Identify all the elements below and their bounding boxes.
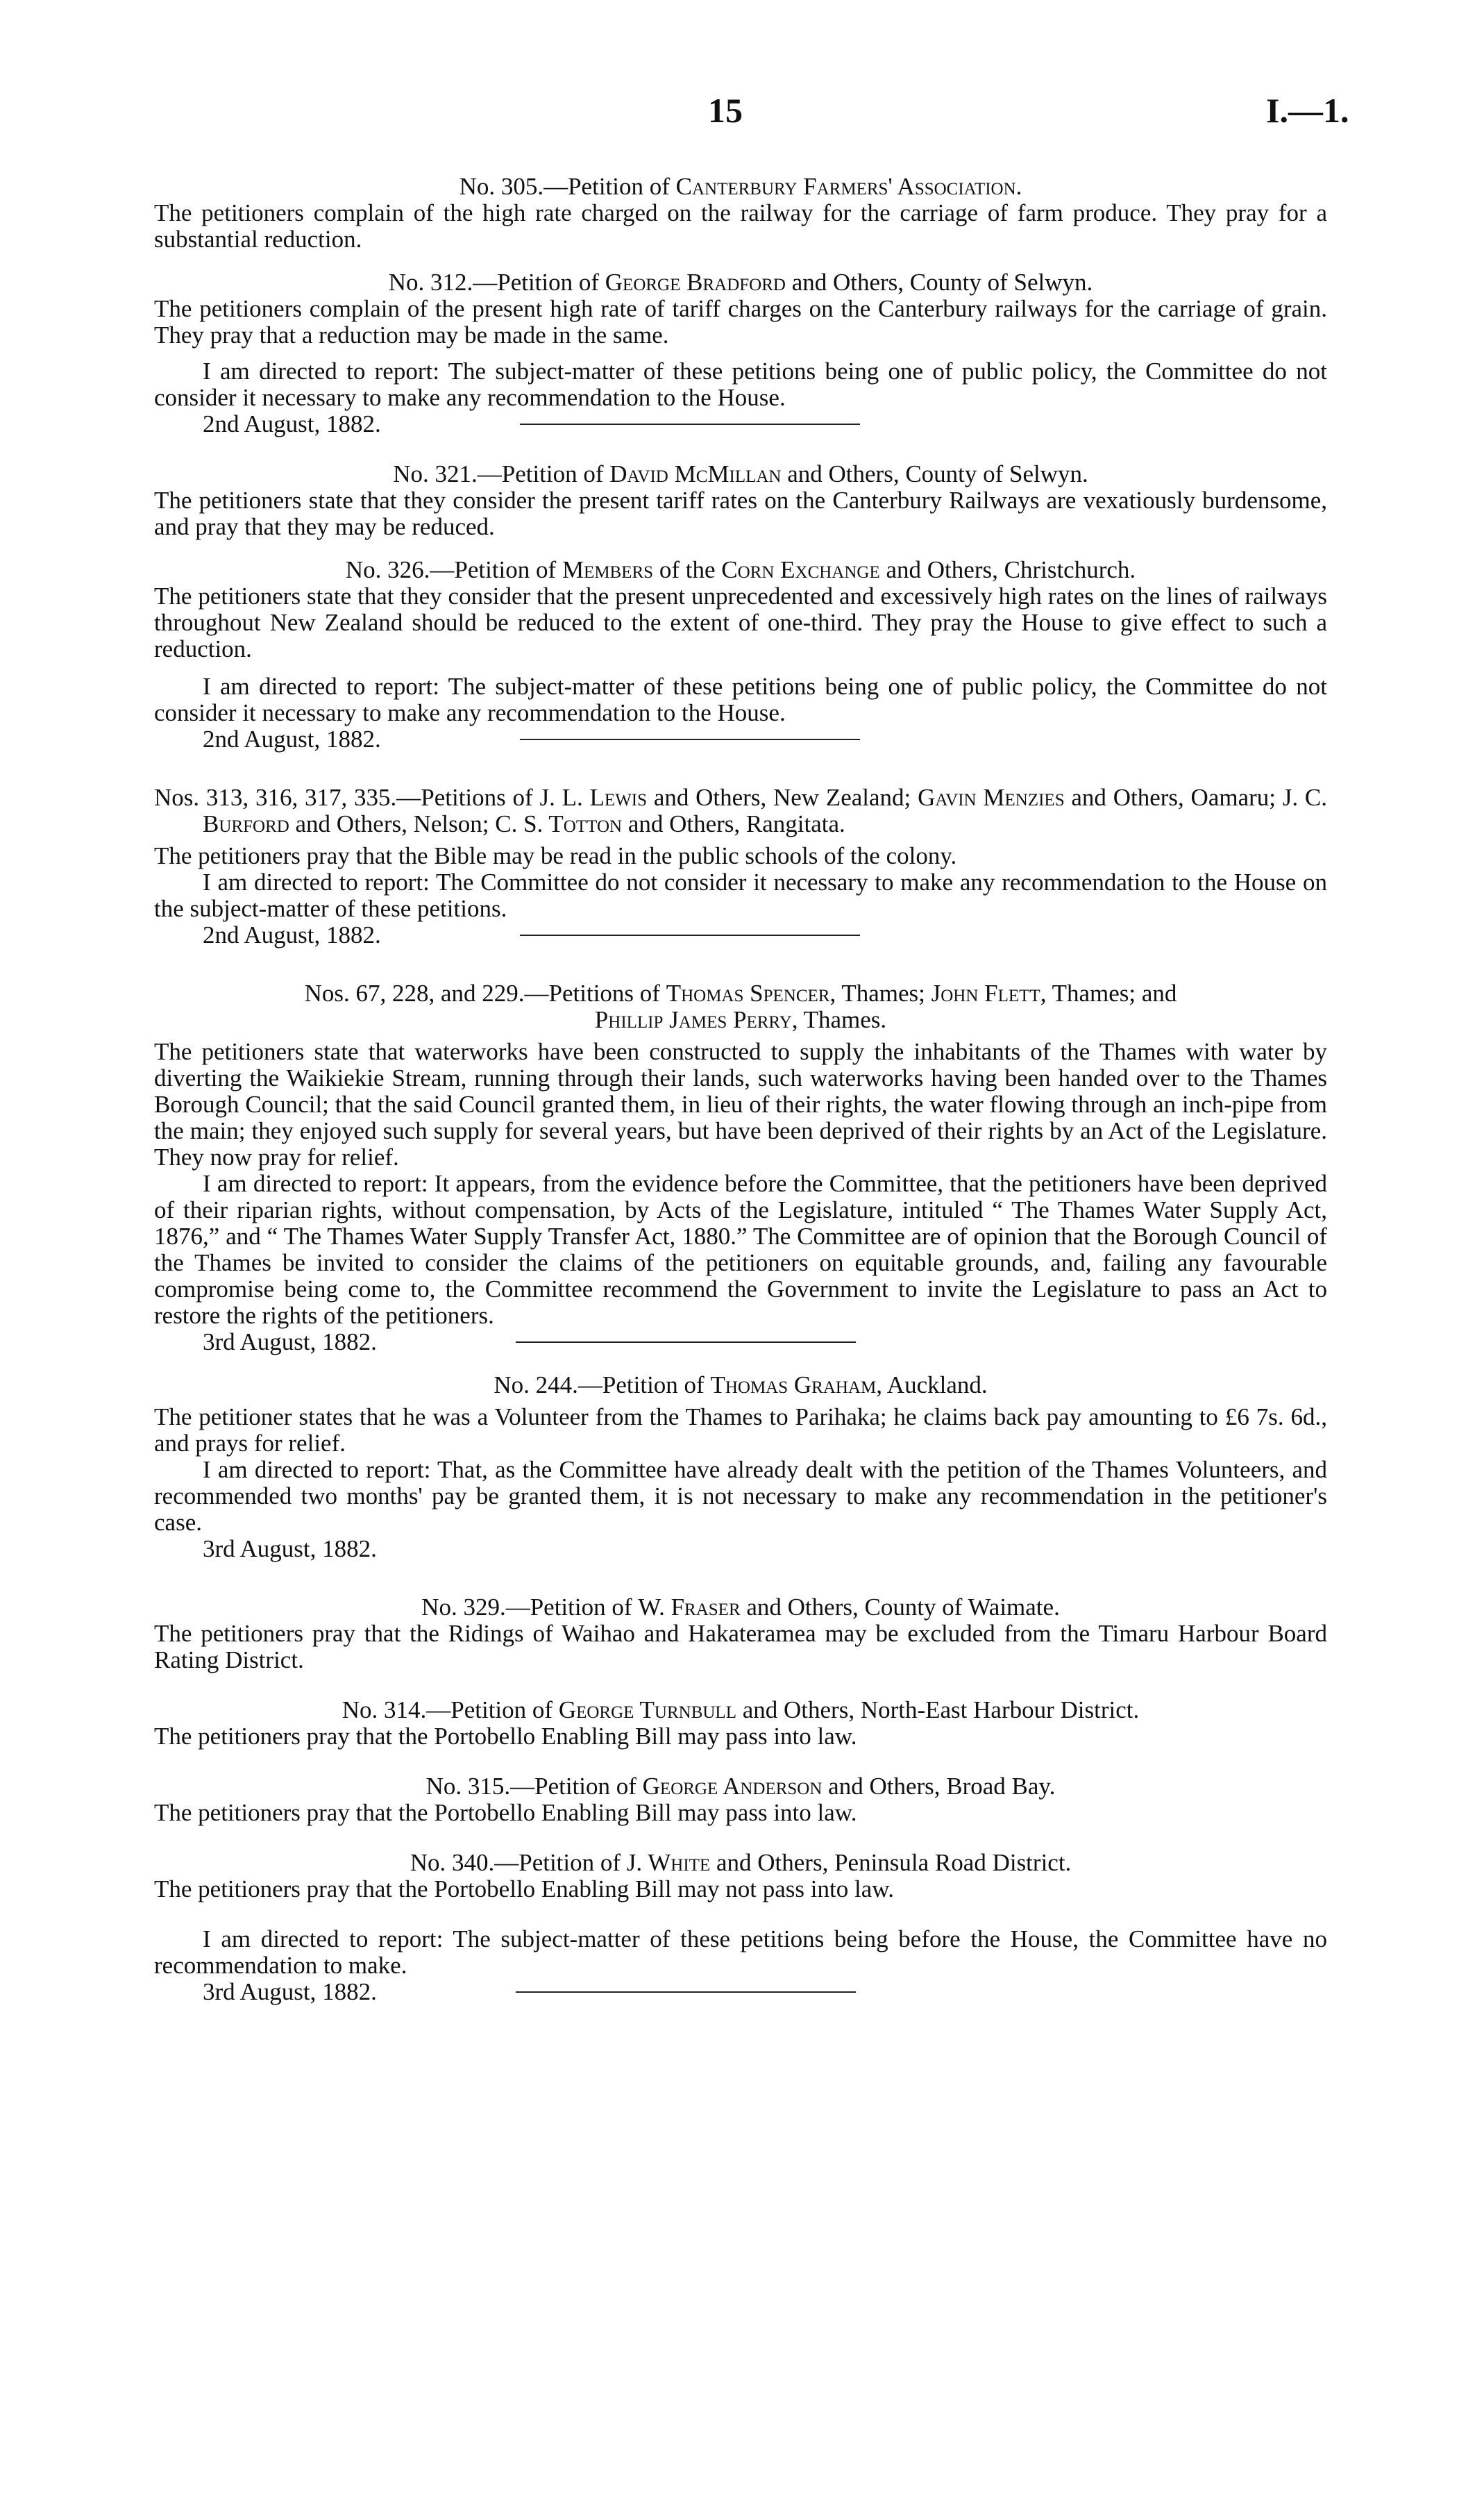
petition-heading-314: No. 314.—Petition of George Turnbull and Others, North-East Harbour District.	[342, 1696, 1140, 1723]
divider-rule	[516, 1991, 856, 1993]
petition-body-244: The petitioner states that he was a Volunteer from the Thames to Parihaka; he claims back pay amounting to £6 7s. 6d., and prays for relief.	[154, 1403, 1327, 1457]
date-67: 3rd August, 1882.	[203, 1329, 1327, 1355]
petitions-column	[154, 174, 1327, 2005]
divider-rule	[520, 739, 860, 740]
petition-body-340: The petitioners pray that the Portobello Enabling Bill may not pass into law.	[154, 1875, 895, 1902]
report-244: I am directed to report: That, as the Committee have already dealt with the petition of the Thames Volunteers, and recommended two months' pay be granted them, it is not necessary to make any recommendation in the petitioner's case.	[154, 1456, 1327, 1536]
petition-heading-321: No. 321.—Petition of David McMillan and Others, County of Selwyn.	[393, 460, 1088, 487]
petition-heading-329: No. 329.—Petition of W. Fraser and Others, County of Waimate.	[421, 1594, 1060, 1621]
petition-body-313: The petitioners pray that the Bible may be read in the public schools of the colony.	[154, 842, 957, 869]
date-244: 3rd August, 1882.	[203, 1535, 377, 1562]
petition-heading-67: Nos. 67, 228, and 229.—Petitions of Thomas Spencer, Thames; John Flett, Thames; and Phillip James Perry, Thames.	[304, 980, 1177, 1033]
report-340: I am directed to report: The subject-matter of these petitions being before the House, the Committee have no recommendation to make.	[154, 1925, 1327, 1979]
petition-heading-305: No. 305.—Petition of Canterbury Farmers' Association.	[459, 173, 1022, 200]
petition-body-305: The petitioners complain of the high rate charged on the railway for the carriage of farm produce. They pray for a substantial reduction.	[154, 199, 1327, 253]
petition-body-67: The petitioners state that waterworks have been constructed to supply the inhabitants of the Thames with water by diverting the Waikiekie Stream, running through their lands, such waterworks having been handed over to the Thames Borough Council; that the said Council granted them, in lieu of their rights, the water flowing through an inch-pipe from the main; they enjoyed such supply for several years, but have been deprived of their rights by an Act of the Legislature. They now pray for relief.	[154, 1038, 1327, 1171]
report-312: I am directed to report: The subject-matter of these petitions being one of public policy, the Committee do not consider it necessary to make any recommendation to the House.	[154, 358, 1327, 411]
petition-body-314: The petitioners pray that the Portobello Enabling Bill may pass into law.	[154, 1723, 857, 1750]
petition-body-315: The petitioners pray that the Portobello Enabling Bill may pass into law.	[154, 1799, 857, 1826]
petition-heading-313: Nos. 313, 316, 317, 335.—Petitions of J. L. Lewis and Others, New Zealand; Gavin Menzies and Others, Oamaru; J. C. Burford and Others, Nelson; C. S. Totton and Others, Rangitata.	[154, 784, 1328, 837]
date-326: 2nd August, 1882.	[203, 726, 1327, 753]
petition-heading-315: No. 315.—Petition of George Anderson and Others, Broad Bay.	[425, 1773, 1056, 1800]
petition-heading-312: No. 312.—Petition of George Bradford and Others, County of Selwyn.	[388, 269, 1093, 296]
report-313: I am directed to report: The Committee do not consider it necessary to make any recommendation to the House on the subject-matter of these petitions.	[154, 869, 1327, 922]
divider-rule	[520, 424, 860, 425]
date-312: 2nd August, 1882.	[203, 411, 1327, 437]
petition-body-321: The petitioners state that they consider the present tariff rates on the Canterbury Railways are vexatiously burdensome, and pray that they may be reduced.	[154, 487, 1327, 540]
petition-body-329: The petitioners pray that the Ridings of Waihao and Hakateramea may be excluded from the Timaru Harbour Board Rating District.	[154, 1620, 1327, 1673]
divider-rule	[516, 1341, 856, 1343]
date-313: 2nd August, 1882.	[203, 922, 1327, 948]
document-reference: I.—1.	[1266, 91, 1349, 130]
petition-body-312: The petitioners complain of the present high rate of tariff charges on the Canterbury railways for the carriage of grain. They pray that a reduction may be made in the same.	[154, 295, 1327, 349]
date-340: 3rd August, 1882.	[203, 1979, 1327, 2005]
petition-heading-340: No. 340.—Petition of J. White and Others, Peninsula Road District.	[410, 1849, 1072, 1876]
page-number: 15	[708, 91, 743, 130]
report-67: I am directed to report: It appears, from the evidence before the Committee, that the petitioners have been deprived of their riparian rights, without compensation, by Acts of the Legislature, intituled “ The Thames Water Supply Act, 1876,” and “ The Thames Water Supply Transfer Act, 1880.” The Committee are of opinion that the Borough Council of the Thames be invited to consider the claims of the petitioners on equitable grounds, and, failing any favourable compromise being come to, the Committee recommend the Government to invite the Legislature to pass an Act to restore the rights of the petitioners.	[154, 1170, 1327, 1329]
petition-heading-326: No. 326.—Petition of Members of the Corn Exchange and Others, Christchurch.	[345, 556, 1136, 583]
report-326: I am directed to report: The subject-matter of these petitions being one of public policy, the Committee do not consider it necessary to make any recommendation to the House.	[154, 673, 1327, 726]
petition-heading-244: No. 244.—Petition of Thomas Graham, Auckland.	[494, 1371, 988, 1398]
petition-body-326: The petitioners state that they consider that the present unprecedented and excessively high rates on the lines of railways throughout New Zealand should be reduced to the extent of one-third. They pray the House to give effect to such a reduction.	[154, 583, 1327, 662]
divider-rule	[520, 935, 860, 936]
